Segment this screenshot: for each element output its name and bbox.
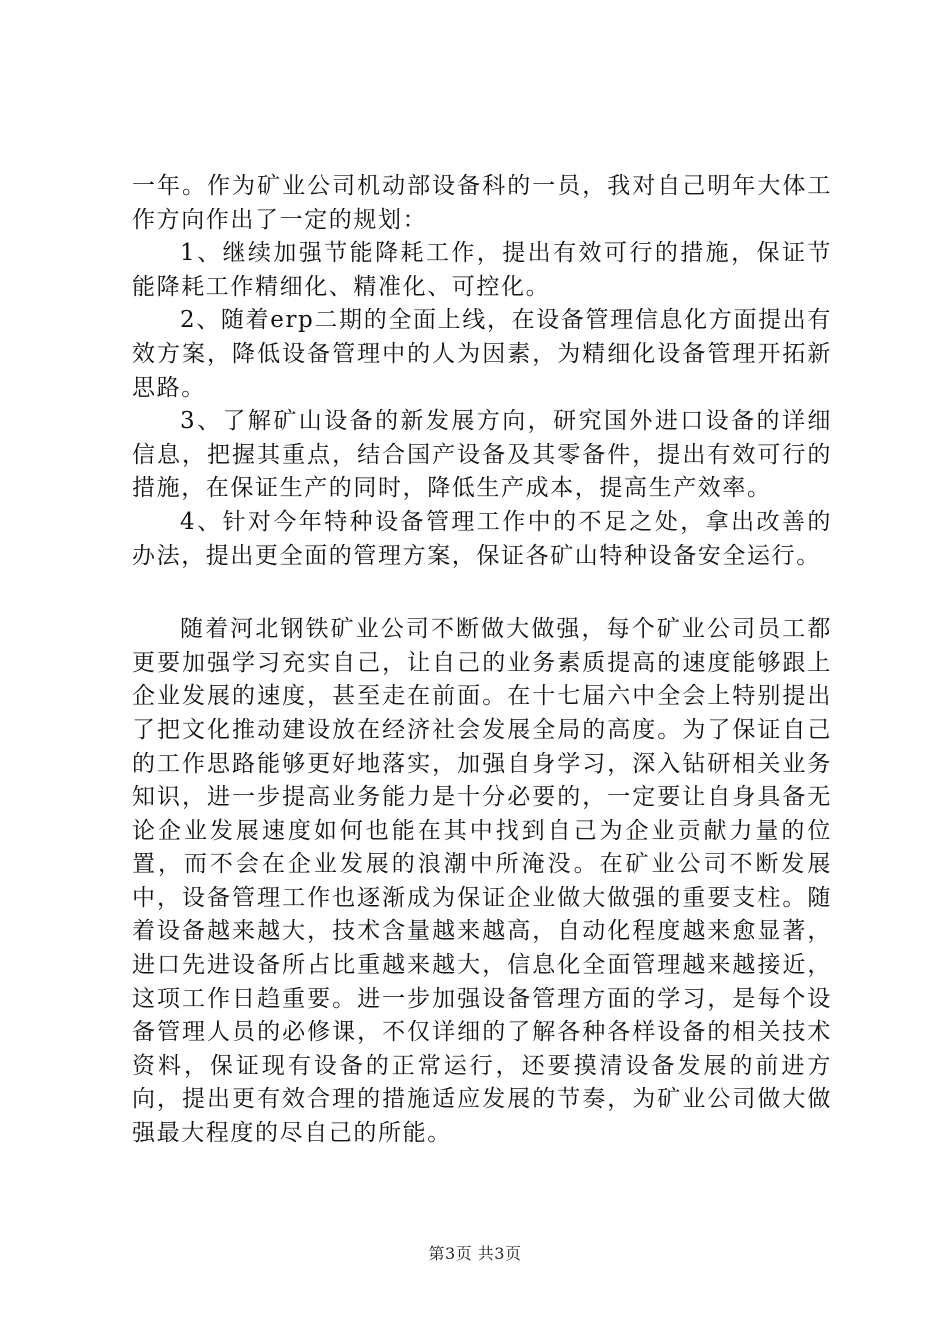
plan-item-1: 1、继续加强节能降耗工作，提出有效可行的措施，保证节能降耗工作精细化、精准化、可控化。 [132, 240, 832, 300]
plan-item-3: 3、了解矿山设备的新发展方向，研究国外进口设备的详细信息，把握其重点，结合国产设备及其零备件，提出有效可行的措施，在保证生产的同时，降低生产成本，提高生产效率。 [132, 408, 832, 502]
document-body [132, 170, 832, 1151]
plan-item-4: 4、针对今年特种设备管理工作中的不足之处，拿出改善的办法，提出更全面的管理方案，保证各矿山特种设备安全运行。 [132, 508, 832, 569]
section-gap [132, 573, 832, 613]
closing-paragraph: 随着河北钢铁矿业公司不断做大做强，每个矿业公司员工都更要加强学习充实自己，让自己的业务素质提高的速度能够跟上企业发展的速度，甚至走在前面。在十七届六中全会上特别提出了把文化推动建设放在经济社会发展全局的高度。为了保证自己的工作思路能够更好地落实，加强自身学习，深入钻研相关业务知识，进一步提高业务能力是十分必要的，一定要让自身具备无论企业发展速度如何也能在其中找到自己为企业贡献力量的位置，而不会在企业发展的浪潮中所淹没。在矿业公司不断发展中，设备管理工作也逐渐成为保证企业做大做强的重要支柱。随着设备越来越大，技术含量越来越高，自动化程度越来愈显著，进口先进设备所占比重越来越大，信息化全面管理越来越接近，这项工作日趋重要。进一步加强设备管理方面的学习，是每个设备管理人员的必修课，不仅详细的了解各种各样设备的相关技术资料，保证现有设备的正常运行，还要摸清设备发展的前进方向，提出更有效合理的措施适应发展的节奏，为矿业公司做大做强最大程度的尽自己的所能。 [132, 616, 832, 1147]
intro-paragraph: 一年。作为矿业公司机动部设备科的一员，我对自己明年大体工作方向作出了一定的规划： [132, 173, 832, 233]
page-number-indicator: 第3页 共3页 [428, 1244, 522, 1263]
page-footer [0, 1244, 950, 1264]
plan-item-2: 2、随着erp二期的全面上线，在设备管理信息化方面提出有效方案，降低设备管理中的人为因素，为精细化设备管理开拓新思路。 [132, 307, 832, 401]
